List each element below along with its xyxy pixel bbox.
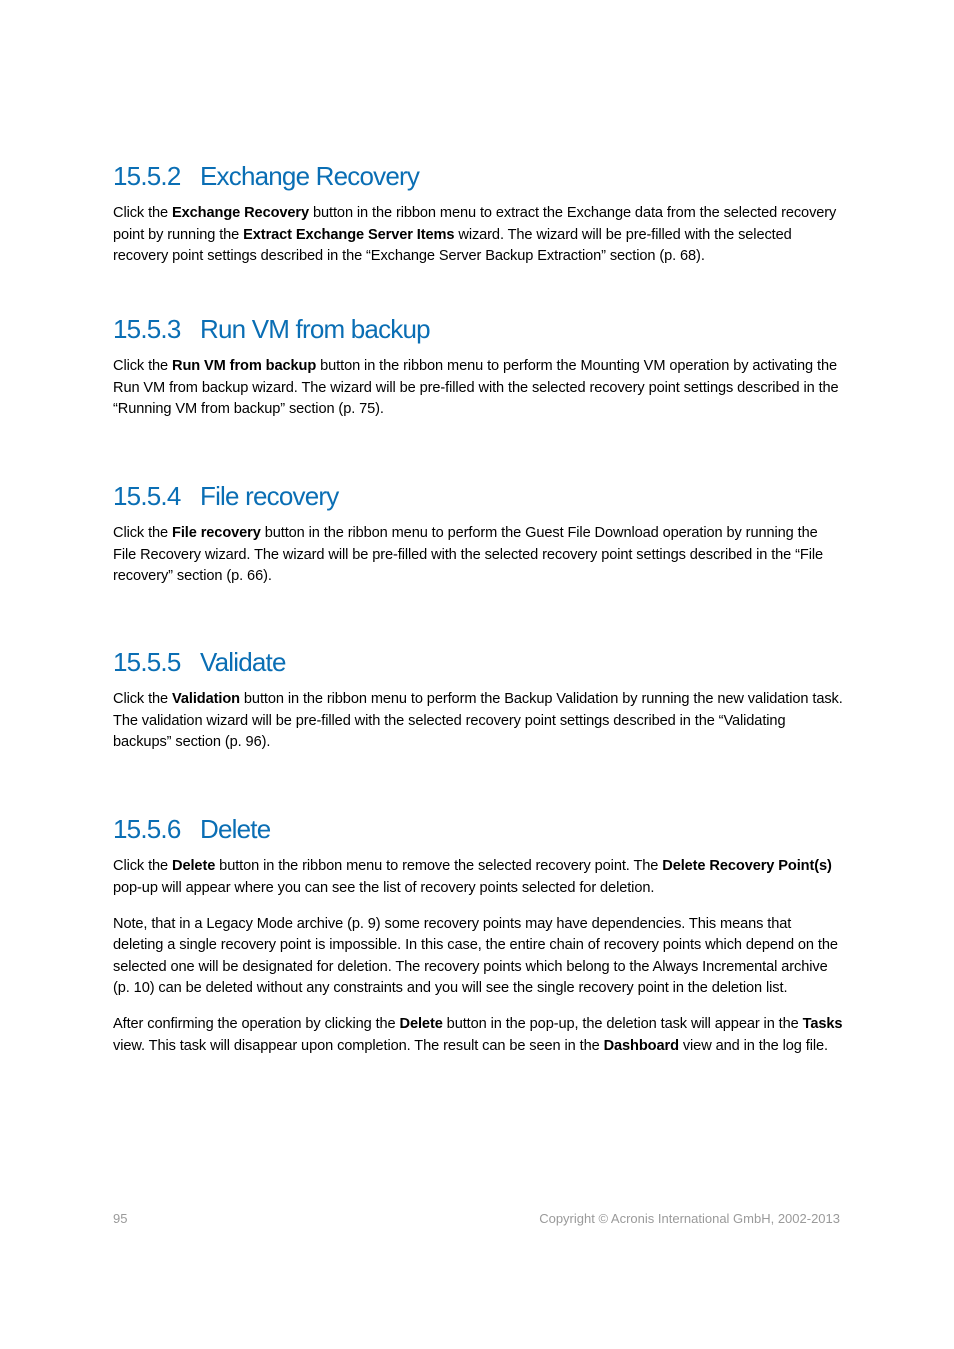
text-run: button in the ribbon menu to extract the Exchange data from the selected recovery point by running the [113, 205, 837, 243]
bold-text: File recovery [172, 525, 261, 541]
section-heading [113, 481, 843, 511]
text-run: wizard. The wizard will be pre-filled with the selected recovery point settings described in the “Exchange Server Backup Extraction” section (p. 68). [113, 226, 792, 265]
bold-text: Delete Recovery Point(s) [662, 858, 832, 874]
section-number: 15.5.3 [113, 314, 181, 344]
section-exchange-recovery [113, 161, 843, 268]
paragraph [113, 356, 843, 421]
text-run: view. This task will disappear upon completion. The result can be seen in the [113, 1037, 604, 1054]
text-run: button in the ribbon menu to remove the selected recovery point. The [215, 858, 663, 874]
paragraph [113, 203, 843, 268]
section-title: File recovery [200, 481, 339, 511]
text-run: button in the ribbon menu to perform the Guest File Download operation by running the File Recovery wizard. The wizard will be pre-filled with the selected recovery point settings described in the “File recovery” section (p. 66). [113, 525, 824, 585]
copyright-notice: Copyright © Acronis International GmbH, 2002-2013 [539, 1211, 840, 1226]
section-title: Exchange Recovery [200, 161, 420, 191]
paragraph [113, 856, 843, 899]
text-run: Click the [113, 858, 173, 874]
text-run: Click the [113, 205, 173, 221]
text-run: view and in the log file. [678, 1037, 828, 1054]
section-delete [113, 814, 843, 1058]
section-title: Validate [200, 647, 286, 677]
text-run: After confirming the operation by clicking the [113, 1016, 400, 1033]
page-footer [113, 1211, 840, 1226]
bold-text: Delete [399, 1016, 443, 1033]
section-title: Delete [200, 814, 271, 844]
page-number: 95 [113, 1211, 128, 1226]
text-run: Note, that in a Legacy Mode archive (p. 9) some recovery points may have dependencies. This means that deleting a single recovery point is impossible. In this case, the entire chain of recovery points which depend on the selected one will be designated for deletion. The recovery points which belong to the Always Incremental archive (p. 10) can be deleted without any constraints and you will see the single recovery point in the deletion list. [113, 915, 838, 997]
bold-text: Exchange Recovery [172, 205, 310, 221]
text-run: Click the [113, 691, 173, 707]
text-run: Click the [113, 525, 173, 541]
paragraph [113, 1014, 843, 1057]
bold-text: Dashboard [603, 1037, 679, 1054]
section-file-recovery [113, 481, 843, 588]
text-run: button in the ribbon menu to perform the Backup Validation by running the new validation task. The validation wizard will be pre-filled with the selected recovery point settings described in the “Validating backups” section (p. 96). [113, 691, 843, 751]
bold-text: Tasks [802, 1016, 843, 1033]
bold-text: Run VM from backup [172, 358, 317, 374]
section-heading [113, 647, 843, 677]
section-validate [113, 647, 843, 754]
text-run: Click the [113, 358, 173, 374]
section-run-vm-from-backup [113, 314, 843, 421]
paragraph [113, 689, 843, 754]
bold-text: Validation [172, 691, 240, 707]
section-number: 15.5.4 [113, 481, 181, 511]
text-run: button in the ribbon menu to perform the Mounting VM operation by activating the Run VM from backup wizard. The wizard will be pre-filled with the selected recovery point settings described in the “Running VM from backup” section (p. 75). [113, 358, 839, 418]
bold-text: Extract Exchange Server Items [243, 226, 455, 243]
section-number: 15.5.5 [113, 647, 181, 677]
text-run: button in the pop-up, the deletion task will appear in the [442, 1016, 803, 1033]
bold-text: Delete [172, 858, 216, 874]
paragraph [113, 523, 843, 588]
section-heading [113, 314, 843, 344]
section-heading [113, 161, 843, 191]
paragraph [113, 914, 843, 1000]
section-title: Run VM from backup [200, 314, 430, 344]
section-heading [113, 814, 843, 844]
section-number: 15.5.6 [113, 814, 181, 844]
text-run: pop-up will appear where you can see the list of recovery points selected for deletion. [113, 879, 655, 896]
section-number: 15.5.2 [113, 161, 181, 191]
